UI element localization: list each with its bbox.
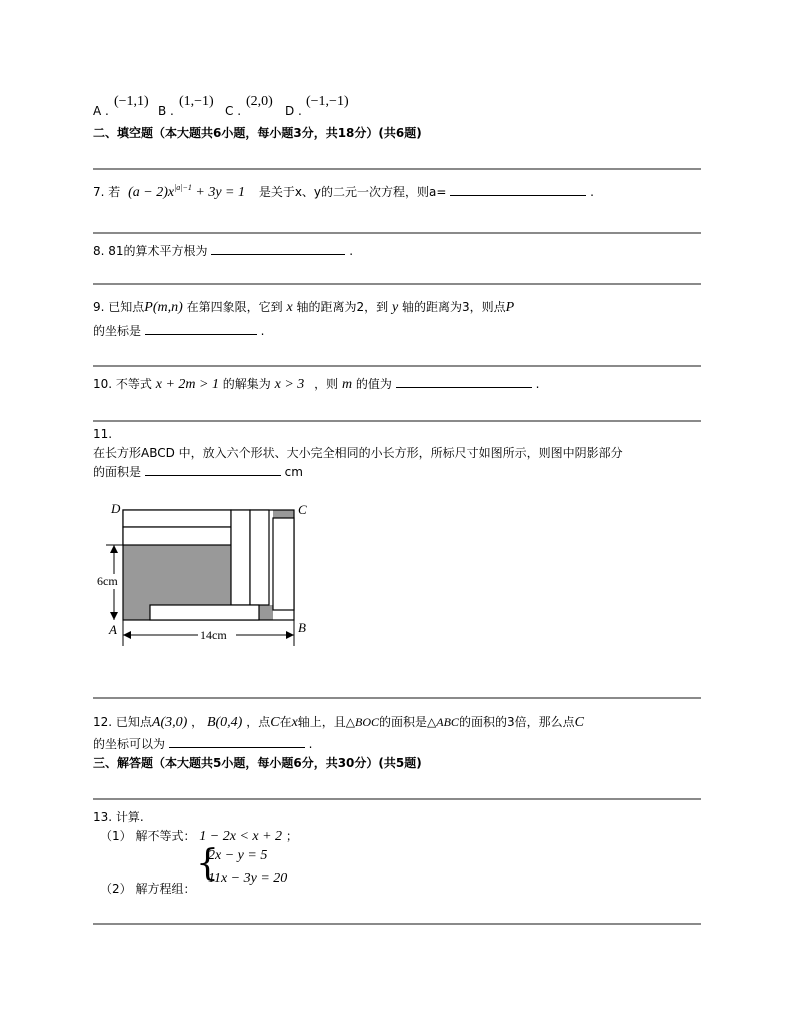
q9-line2-text: 的坐标是 [93, 324, 142, 338]
small-rect-6 [150, 605, 259, 620]
q9-y: y [391, 300, 399, 315]
q10-lead: 10. 不等式 [93, 377, 152, 391]
height-arrow-bottom [110, 612, 118, 620]
q13-part1-end: ； [285, 829, 298, 843]
q11-line1: 在长方形ABCD 中，放入六个形状、大小完全相同的小长方形，所标尺寸如图所示，则图中阴影部分 [93, 446, 623, 460]
figure-label-c: C [298, 502, 307, 517]
question-12 [93, 713, 584, 731]
q11-number: 11. [93, 427, 113, 441]
small-rect-4 [250, 510, 269, 605]
q13-equation-2: 11x − 3y = 20 [208, 871, 288, 886]
q12-text-3: 轴上，且 [297, 715, 346, 729]
q8-end: . [349, 244, 354, 258]
q7-number: 7. 若 [93, 185, 121, 199]
q13-part1-expression: 1 − 2x < x + 2 [199, 829, 283, 844]
q12-lead: 12. 已知点 [93, 715, 152, 729]
divider [93, 697, 701, 699]
small-rect-5 [273, 518, 294, 610]
figure-height-label: 6cm [97, 574, 118, 588]
q9-end: . [260, 324, 265, 338]
q9-lead: 9. 已知点 [93, 300, 145, 314]
q12-line2-text: 的坐标可以为 [93, 737, 166, 751]
q7-expr: $(a - 2)x^{|a|-1} + 3y = 1$ [128, 183, 245, 200]
q9-x: x [286, 300, 293, 315]
option-a-value: (−1,1) [114, 94, 149, 109]
figure-width-label: 14cm [200, 628, 227, 642]
q12-text-1: ，点 [246, 715, 271, 729]
q12-triangle-boc: △BOC [345, 715, 380, 729]
q9-p: P [505, 300, 515, 315]
option-b-label: B . [158, 104, 174, 118]
q7-end: . [590, 185, 594, 199]
q13-number: 13. 计算. [93, 810, 144, 824]
q10-text-1: 的解集为 [222, 377, 271, 391]
shaded-region-bottom-left [123, 605, 150, 620]
shaded-region-bottom-right [259, 605, 273, 620]
shaded-region-left [123, 545, 231, 605]
small-rect-3 [231, 510, 250, 605]
q9-point: P(m,n) [144, 300, 183, 315]
q10-solution: x > 3 [274, 377, 305, 392]
q12-c-2: C [574, 715, 584, 730]
q12-end: . [308, 737, 313, 751]
q13-equation-1: 2x − y = 5 [208, 848, 268, 863]
q7-text: 是关于x、y的二元一次方程，则a= [258, 185, 447, 199]
figure-label-b: B [298, 620, 306, 635]
option-d-label: D . [285, 104, 302, 118]
q10-text-2: ，则 [314, 377, 339, 391]
q11-line2-text: 的面积是 [93, 465, 142, 479]
q12-x: x [291, 715, 298, 730]
q10-text-3: 的值为 [355, 377, 392, 391]
option-c-label: C . [225, 104, 242, 118]
option-c-value: (2,0) [246, 94, 273, 109]
q12-point-b: B(0,4) [206, 715, 243, 730]
width-arrow-left [123, 631, 131, 639]
q10-end: . [535, 377, 540, 391]
q12-text-4: 的面积是 [379, 715, 428, 729]
q12-triangle-abc: △ABC [427, 715, 459, 729]
q12-answer-blank[interactable] [169, 735, 305, 748]
q12-text-5: 的面积的3倍，那么点 [458, 715, 575, 729]
height-arrow-top [110, 545, 118, 553]
q11-unit: cm [284, 465, 303, 479]
section-3-title: 三、解答题（本大题共5小题，每小题6分，共30分）(共5题) [93, 756, 422, 770]
shaded-region-top-right [273, 510, 294, 518]
q12-comma: ， [191, 715, 204, 729]
option-d-value: (−1,−1) [306, 94, 349, 109]
width-arrow-right [286, 631, 294, 639]
q8-text: 8. 81的算术平方根为 [93, 244, 208, 258]
small-rect-1 [123, 510, 231, 527]
q9-text-2: 轴的距离为2，到 [296, 300, 389, 314]
option-a-label: A . [93, 104, 109, 118]
section-2-title: 二、填空题（本大题共6小题，每小题3分，共18分）(共6题) [93, 126, 422, 140]
divider [93, 923, 701, 925]
figure-label-a: A [109, 622, 117, 637]
q9-text-1: 在第四象限，它到 [186, 300, 283, 314]
q12-text-2: 在 [279, 715, 292, 729]
system-brace: { [196, 843, 219, 884]
q9-text-3: 轴的距离为3，则点 [402, 300, 506, 314]
q12-point-a: A(3,0) [151, 715, 188, 730]
question-12-line2 [93, 735, 313, 752]
figure-label-d: D [111, 501, 121, 516]
divider [93, 798, 701, 800]
q13-part2-label: （2） 解方程组： [100, 882, 196, 896]
q10-inequality: x + 2m > 1 [155, 377, 219, 392]
q12-c: C [270, 715, 280, 730]
q13-part1-label: （1） 解不等式： [100, 829, 196, 843]
small-rect-2 [123, 527, 231, 545]
option-b-value: (1,−1) [179, 94, 214, 109]
q10-m: m [341, 377, 353, 392]
